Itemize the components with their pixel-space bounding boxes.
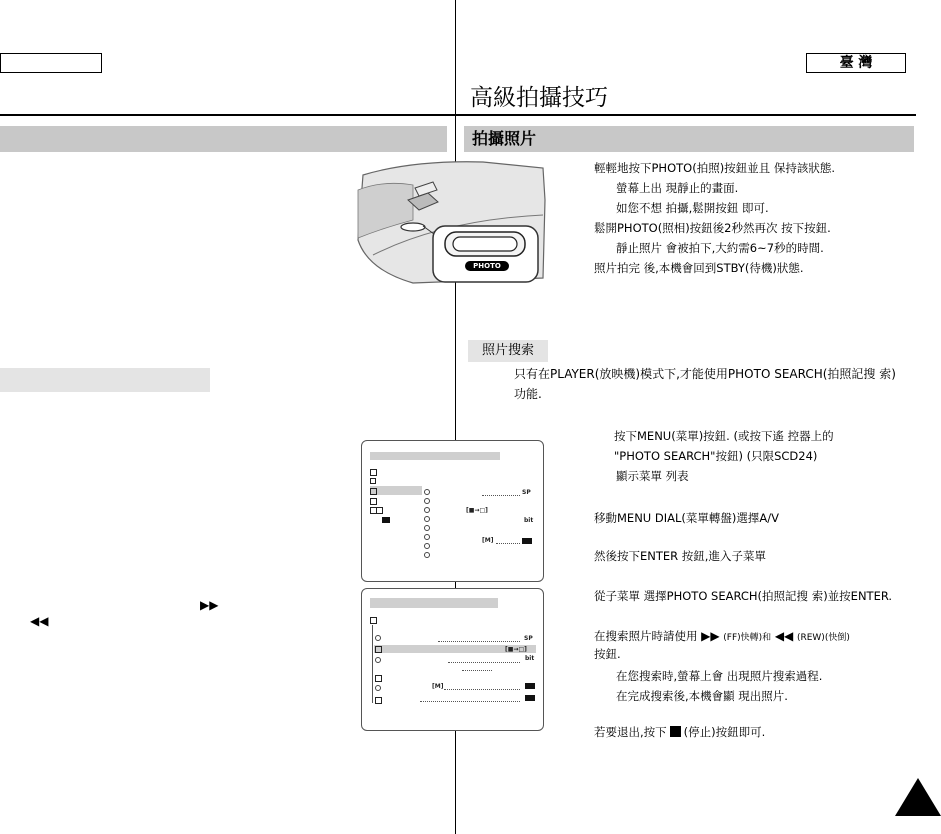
next-page-triangle-icon <box>895 778 941 816</box>
search-step-4: 從子菜單 選擇PHOTO SEARCH(拍照記搜 索)並按ENTER. <box>594 589 893 603</box>
menu-2-value-m: [M] <box>432 683 444 690</box>
subsection-band-left <box>0 368 210 392</box>
search-step-1-line-3: 顯示菜單 列表 <box>616 469 689 483</box>
search-step-5-line-1 <box>594 628 850 647</box>
menu-2-value-block-2 <box>525 695 535 701</box>
menu-1-dot-3 <box>424 507 430 513</box>
fast-forward-icon: ▶▶ <box>701 629 720 643</box>
fast-forward-icon: ▶▶ <box>200 598 219 612</box>
search-step-5-note-1: 在您搜索時,螢幕上會 出現照片搜索過程. <box>616 669 823 683</box>
camera-illustration <box>353 160 548 285</box>
search-step-2: 移動MENU DIAL(菜單轉盤)選擇A/V <box>594 511 779 525</box>
menu-screen-2-title-bar <box>370 598 498 608</box>
shoot-step-2: 鬆開PHOTO(照相)按鈕後2秒然再次 按下按鈕. <box>594 221 831 235</box>
header-rule-right <box>456 114 916 116</box>
menu-2-leader-4 <box>444 689 520 690</box>
menu-2-value-arrow: [■→□] <box>505 646 527 653</box>
stop-icon <box>670 726 681 737</box>
menu-2-leader-5 <box>420 701 520 702</box>
menu-2-dot-1 <box>375 635 381 641</box>
menu-1-value-sp: SP <box>522 489 531 496</box>
menu-2-icon-3 <box>375 675 382 682</box>
section-band-left <box>0 126 447 152</box>
photo-button-label: PHOTO <box>473 262 501 270</box>
shoot-step-1-note-2: 如您不想 拍攝,鬆開按鈕 即可. <box>616 201 769 215</box>
search-step-5-rew: (REW)(快倒) <box>796 633 850 643</box>
search-step-5-ff: (FF)快轉)和 <box>723 633 772 643</box>
menu-1-dot-6 <box>424 534 430 540</box>
search-step-5-pre: 在搜索照片時請使用 <box>594 629 698 643</box>
photo-search-tag: 照片搜索 <box>468 340 548 362</box>
menu-1-dot-7 <box>424 543 430 549</box>
menu-2-value-bit: bit <box>525 655 535 662</box>
menu-2-tree-line <box>372 625 373 703</box>
menu-2-dot-3 <box>375 685 381 691</box>
menu-screen-1 <box>361 440 544 582</box>
section-title: 拍攝照片 <box>464 126 914 152</box>
search-step-1-line-2: "PHOTO SEARCH"按鈕) (只限SCD24) <box>614 449 818 463</box>
page-title: 高級拍攝技巧 <box>470 85 608 111</box>
menu-2-icon-2 <box>375 646 382 653</box>
menu-1-leader-1 <box>482 495 520 496</box>
menu-1-icon-1 <box>370 469 377 476</box>
menu-screen-2 <box>361 588 544 731</box>
menu-2-leader-2 <box>448 662 520 663</box>
language-box-left <box>0 53 102 73</box>
menu-1-icon-7 <box>382 517 390 523</box>
photo-search-intro-2: 功能. <box>514 387 542 401</box>
menu-2-icon-1 <box>370 617 377 624</box>
search-step-6 <box>594 724 765 741</box>
shoot-step-2-note: 靜止照片 會被拍下,大約需6~7秒的時間. <box>616 241 824 255</box>
search-step-1-line-1: 按下MENU(菜單)按鈕. (或按下遙 控器上的 <box>614 429 834 443</box>
search-step-5-note-2: 在完成搜索後,本機會顯 現出照片. <box>616 689 788 703</box>
search-step-6-post: (停止)按鈕即可. <box>683 725 766 739</box>
menu-1-dot-1 <box>424 489 430 495</box>
menu-2-icon-4 <box>375 697 382 704</box>
search-step-3: 然後按下ENTER 按鈕,進入子菜單 <box>594 549 766 563</box>
rewind-icon: ◀◀ <box>30 614 49 628</box>
menu-1-leader-2 <box>496 543 520 544</box>
menu-1-value-m: [M] <box>482 537 494 544</box>
search-step-6-pre: 若要退出,按下 <box>594 725 667 739</box>
menu-1-value-bit: bit <box>524 517 534 524</box>
menu-1-value-arrow: [■→□] <box>466 507 488 514</box>
menu-2-leader-1 <box>438 641 520 642</box>
menu-1-value-block <box>522 538 532 544</box>
rewind-icon: ◀◀ <box>774 629 794 643</box>
shoot-step-1: 輕輕地按下PHOTO(拍照)按鈕並且 保持該狀態. <box>594 161 835 175</box>
header-rule-left <box>0 114 455 116</box>
menu-2-value-block-1 <box>525 683 535 689</box>
menu-1-icon-6 <box>376 507 383 514</box>
menu-screen-1-title-bar <box>370 452 500 460</box>
menu-1-icon-2 <box>370 478 376 484</box>
menu-1-icon-3 <box>370 488 377 495</box>
menu-screen-1-highlight <box>370 486 422 495</box>
shoot-step-3: 照片拍完 後,本機會回到STBY(待機)狀態. <box>594 261 804 275</box>
search-step-5-line-2: 按鈕. <box>594 647 621 661</box>
menu-1-dot-4 <box>424 516 430 522</box>
menu-1-dot-5 <box>424 525 430 531</box>
menu-2-dot-2 <box>375 657 381 663</box>
shoot-step-1-note-1: 螢幕上出 現靜止的畫面. <box>616 181 739 195</box>
menu-2-leader-3 <box>462 670 492 671</box>
menu-1-dot-2 <box>424 498 430 504</box>
menu-1-dot-8 <box>424 552 430 558</box>
language-label: 臺 灣 <box>806 53 906 73</box>
menu-1-icon-4 <box>370 498 377 505</box>
menu-2-value-sp: SP <box>524 635 533 642</box>
photo-search-intro-1: 只有在PLAYER(放映機)模式下,才能使用PHOTO SEARCH(拍照記搜 索) <box>514 367 896 381</box>
